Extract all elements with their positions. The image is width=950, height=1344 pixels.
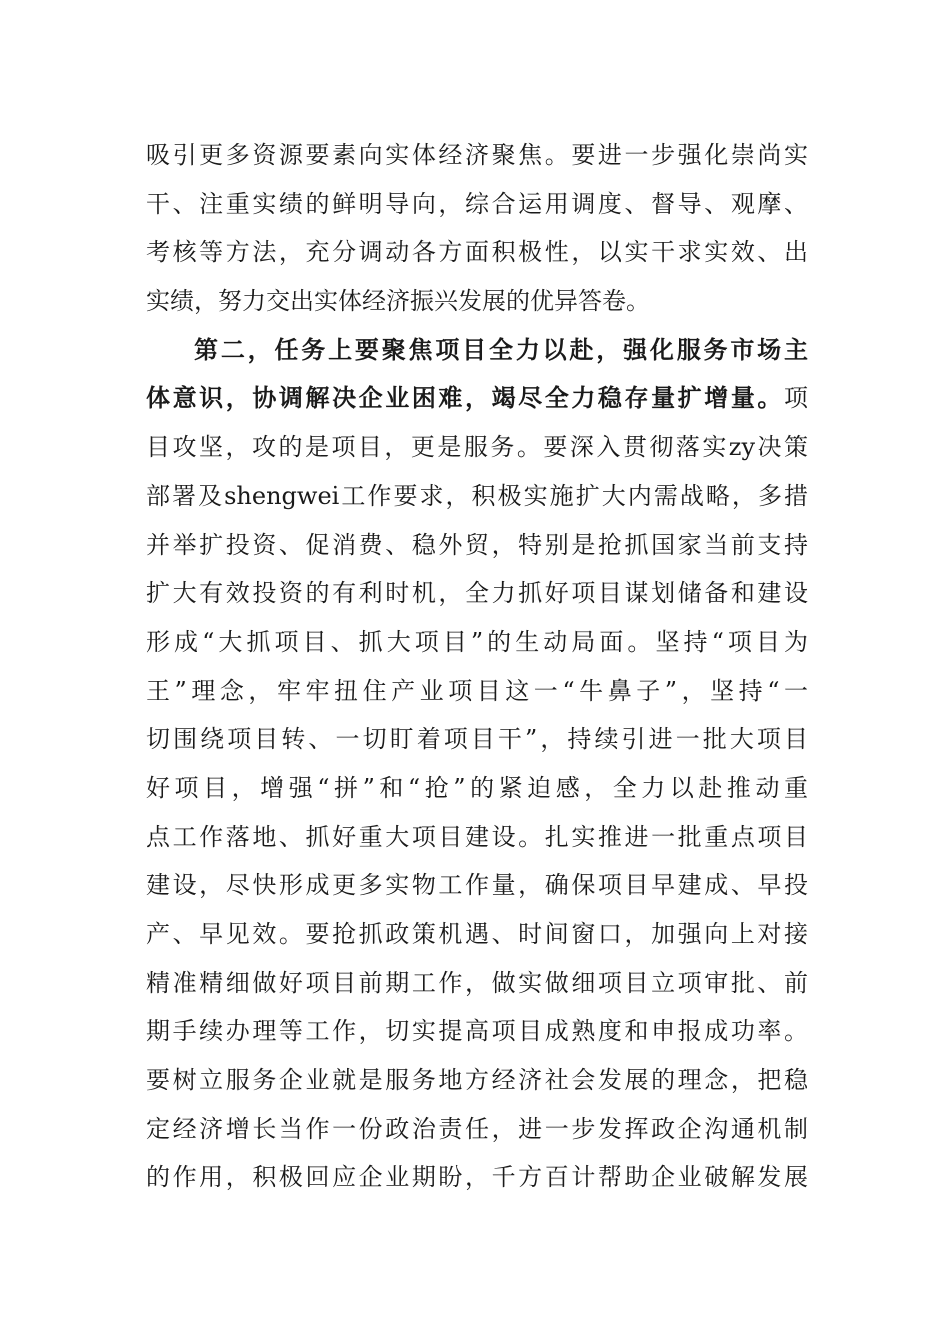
text-line: 要树立服务企业就是服务地方经济社会发展的理念，把稳 [146,1066,808,1095]
text-line: 目攻坚，攻的是项目，更是服务。要深入贯彻落实zy决策 [146,433,808,462]
text-line: 的作用，积极回应企业期盼，千方百计帮助企业破解发展 [146,1163,808,1192]
text-line: 期手续办理等工作，切实提高项目成熟度和申报成功率。 [146,1017,808,1046]
text-line: 扩大有效投资的有利时机，全力抓好项目谋划储备和建设 [146,579,808,608]
text-line: 点工作落地、抓好重大项目建设。扎实推进一批重点项目 [146,822,808,851]
text-line: 好项目，增强“拼”和“抢”的紧迫感，全力以赴推动重 [146,773,808,802]
text-line: 部署及shengwei工作要求，积极实施扩大内需战略，多措 [146,481,808,510]
text-line: 形成“大抓项目、抓大项目”的生动局面。坚持“项目为 [146,627,808,656]
text-line: 考核等方法，充分调动各方面积极性，以实干求实效、出 [146,238,808,267]
section-heading-line [146,326,808,375]
bold-lead: 体意识，协调解决企业困难，竭尽全力稳存量扩增量。 [146,383,784,413]
text-line: 吸引更多资源要素向实体经济聚焦。要进一步强化崇尚实 [146,141,808,169]
text-line: 切围绕项目转、一切盯着项目干”，持续引进一批大项目 [146,725,808,754]
section-heading-line [146,374,808,423]
text-line: 并举扩投资、促消费、稳外贸，特别是抢抓国家当前支持 [146,530,808,559]
text-line: 建设，尽快形成更多实物工作量，确保项目早建成、早投 [146,871,808,900]
text-line: 王”理念，牢牢扭住产业项目这一“牛鼻子”，坚持“一 [146,676,808,705]
bold-lead: 第二，任务上要聚焦项目全力以赴，强化服务市场主 [194,334,808,364]
text-line: 精准精细做好项目前期工作，做实做细项目立项审批、前 [146,968,808,997]
text-line: 产、早见效。要抢抓政策机遇、时间窗口，加强向上对接 [146,920,808,948]
body-text [146,131,808,1202]
text-line: 定经济增长当作一份政治责任，进一步发挥政企沟通机制 [146,1114,808,1143]
text-fragment: 项 [784,384,808,413]
text-line: 实绩，努力交出实体经济振兴发展的优异答卷。 [146,287,650,316]
text-line: 干、注重实绩的鲜明导向，综合运用调度、督导、观摩、 [146,189,808,218]
